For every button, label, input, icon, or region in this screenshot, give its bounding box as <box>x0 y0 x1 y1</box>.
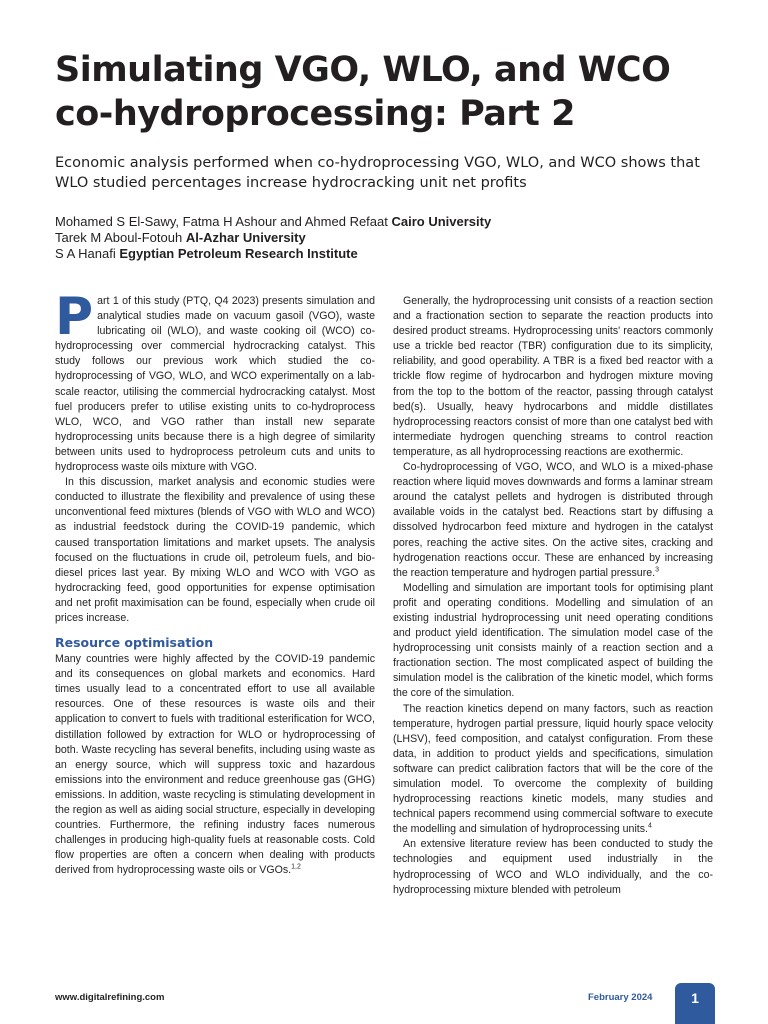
paragraph-text: Many countries were highly affected by the COVID-19 pandemic and its consequences on global markets and economics. Hard times usually lead to a concentrated effort to use all available resources. One of these resources is waste oils and their application to convert to fuels with traditional esterification for WCO, distillation followed by extraction for WLO or hydroprocessing of both. Waste recycling has several benefits, including using waste as an energy source, which will suppress toxic and hazardous emissions into the environment and reduce greenhouse gas (GHG) emissions. In addition, waste recycling is stimulating development in the region as well as aiding social structure, especially in developing countries. Furthermore, the refining industry faces numerous challenges in producing high-quality fuels at reasonable costs. Cold flow properties are often a concern when dealing with products derived from hydroprocessing waste oils or VGOs. <box>55 653 375 877</box>
paragraph: Generally, the hydroprocessing unit consists of a reaction section and a fractionation section to separate the reaction products into desired product streams. Hydroprocessing units' reactors commonly use a trickle bed reactor (TBR) configuration due to its simplicity, reliability, and good operability. A TBR is a fixed bed reactor with a trickle flow regime of hydrocarbon and hydrogen mixture moving from the top to the bottom of the reactor, passing through catalyst bed(s). Usually, heavy hydrocarbons and middle distillates hydroprocessing reactors consist of more than one catalyst bed with intermediate hydrogen quenching streams to control reaction temperature, as all hydroprocessing reactions are exothermic. <box>393 295 713 458</box>
author-names: Tarek M Aboul-Fotouh <box>55 230 183 245</box>
citation-ref: 3 <box>655 566 659 574</box>
author-line <box>55 214 715 230</box>
paragraph <box>393 702 713 838</box>
author-line <box>55 246 715 262</box>
author-line <box>55 230 715 246</box>
article-subtitle: Economic analysis performed when co-hydroprocessing VGO, WLO, and WCO shows that WLO studied percentages increase hydrocracking unit net profits <box>55 155 700 191</box>
paragraph-text: Co-hydroprocessing of VGO, WCO, and WLO is a mixed-phase reaction where liquid moves downwards and forms a laminar stream around the catalyst pellets and hydrogen is distributed through available voids in the catalyst bed. Reactions start by diffusing a dissolved hydrocarbon feed mixture and hydrogen in the catalyst pores, reaching the active sites. On the active sites, cracking and hydrogenation reactions occur. These are enhanced by increasing the reaction temperature and hydrogen partial pressure. <box>393 461 713 579</box>
body-column-left <box>55 287 375 878</box>
citation-ref: 4 <box>648 822 652 830</box>
paragraph: In this discussion, market analysis and economic studies were conducted to illustrate the flexibility and prevalence of using these unconventional feed mixtures (blends of VGO with WLO and WCO) as industrial feedstock during the COVID-19 pandemic, which caused transportation limitations and market upsets. The analysis focused on the fluctuations in crude oil, petroleum fuels, and bio-diesel prices last year. By mixing WLO and WCO with VGO as hydrocracking feed, good opportunities for expense optimisation and net profit maximisation can be found, especially when crude oil prices increase. <box>55 476 375 624</box>
title-line-1: Simulating VGO, WLO, and WCO <box>55 50 671 90</box>
author-names: Mohamed S El-Sawy, Fatma H Ashour and Ahmed Refaat <box>55 214 388 229</box>
footer-website-link[interactable]: www.digitalrefining.com <box>55 992 165 1003</box>
title-line-2: co-hydroprocessing: Part 2 <box>55 94 575 134</box>
body-column-right <box>393 294 713 898</box>
author-affiliation: Egyptian Petroleum Research Institute <box>119 246 358 261</box>
paragraph: An extensive literature review has been conducted to study the technologies and equipment used industrially in the hydroprocessing of WCO and WLO individually, and the co-hydroprocessing mixture blended with petroleum <box>393 838 713 896</box>
page-number-badge: 1 <box>675 983 715 1024</box>
paragraph: Modelling and simulation are important tools for optimising plant profit and operating conditions. Modelling and simulation of an existing industrial hydroprocessing unit need operating conditions and product yield identification. The simulation model case of the hydroprocessing unit consists mainly of a reaction section and a fractionation section. The most complicated aspect of building the simulation model is the calibration of the kinetic model, which forms the core of the simulation. <box>393 581 713 700</box>
paragraph-text: The reaction kinetics depend on many factors, such as reaction temperature, hydrogen partial pressure, liquid hourly space velocity (LHSV), feed composition, and catalyst configuration. From these data, in addition to product yields and specifications, simulation software can predict calibration factors that will be the core of the simulation model. To overcome the complexity of building hydroprocessing reactions kinetic models, many studies and technical papers recommend using commercial software to execute the modelling and simulation of hydroprocessing units. <box>393 702 713 836</box>
article-title <box>55 48 735 136</box>
paragraph <box>55 287 375 475</box>
footer-date: February 2024 <box>588 992 653 1003</box>
paragraph <box>55 652 375 878</box>
drop-cap: P <box>55 287 94 347</box>
section-heading: Resource optimisation <box>55 635 214 651</box>
paragraph <box>393 460 713 581</box>
author-affiliation: Cairo University <box>391 214 492 229</box>
author-names: S A Hanafi <box>55 246 116 261</box>
author-affiliation: Al-Azhar University <box>185 230 306 245</box>
paragraph-text: art 1 of this study (PTQ, Q4 2023) presents simulation and analytical studies made on vacuum gasoil (VGO), waste lubricating oil (WLO), and waste cooking oil (WCO) co-hydroprocessing over commercial hydrocracking catalyst. This study follows our previous work which studied the co-hydroprocessing of VGO, WLO, and WCO experimentally on a lab-scale reactor, utilising the commercial hydrocracking catalyst. Most fuel producers prefer to utilise existing units to co-hydroprocess WLO, WCO, and VGO rather than install new separate hydroprocessing units because there is a high degree of similarity between units used to hydroprocess petroleum cuts and units to hydroprocess waste oils mixture with VGO. <box>55 295 375 474</box>
citation-ref: 1,2 <box>291 863 301 871</box>
author-list <box>55 214 715 262</box>
